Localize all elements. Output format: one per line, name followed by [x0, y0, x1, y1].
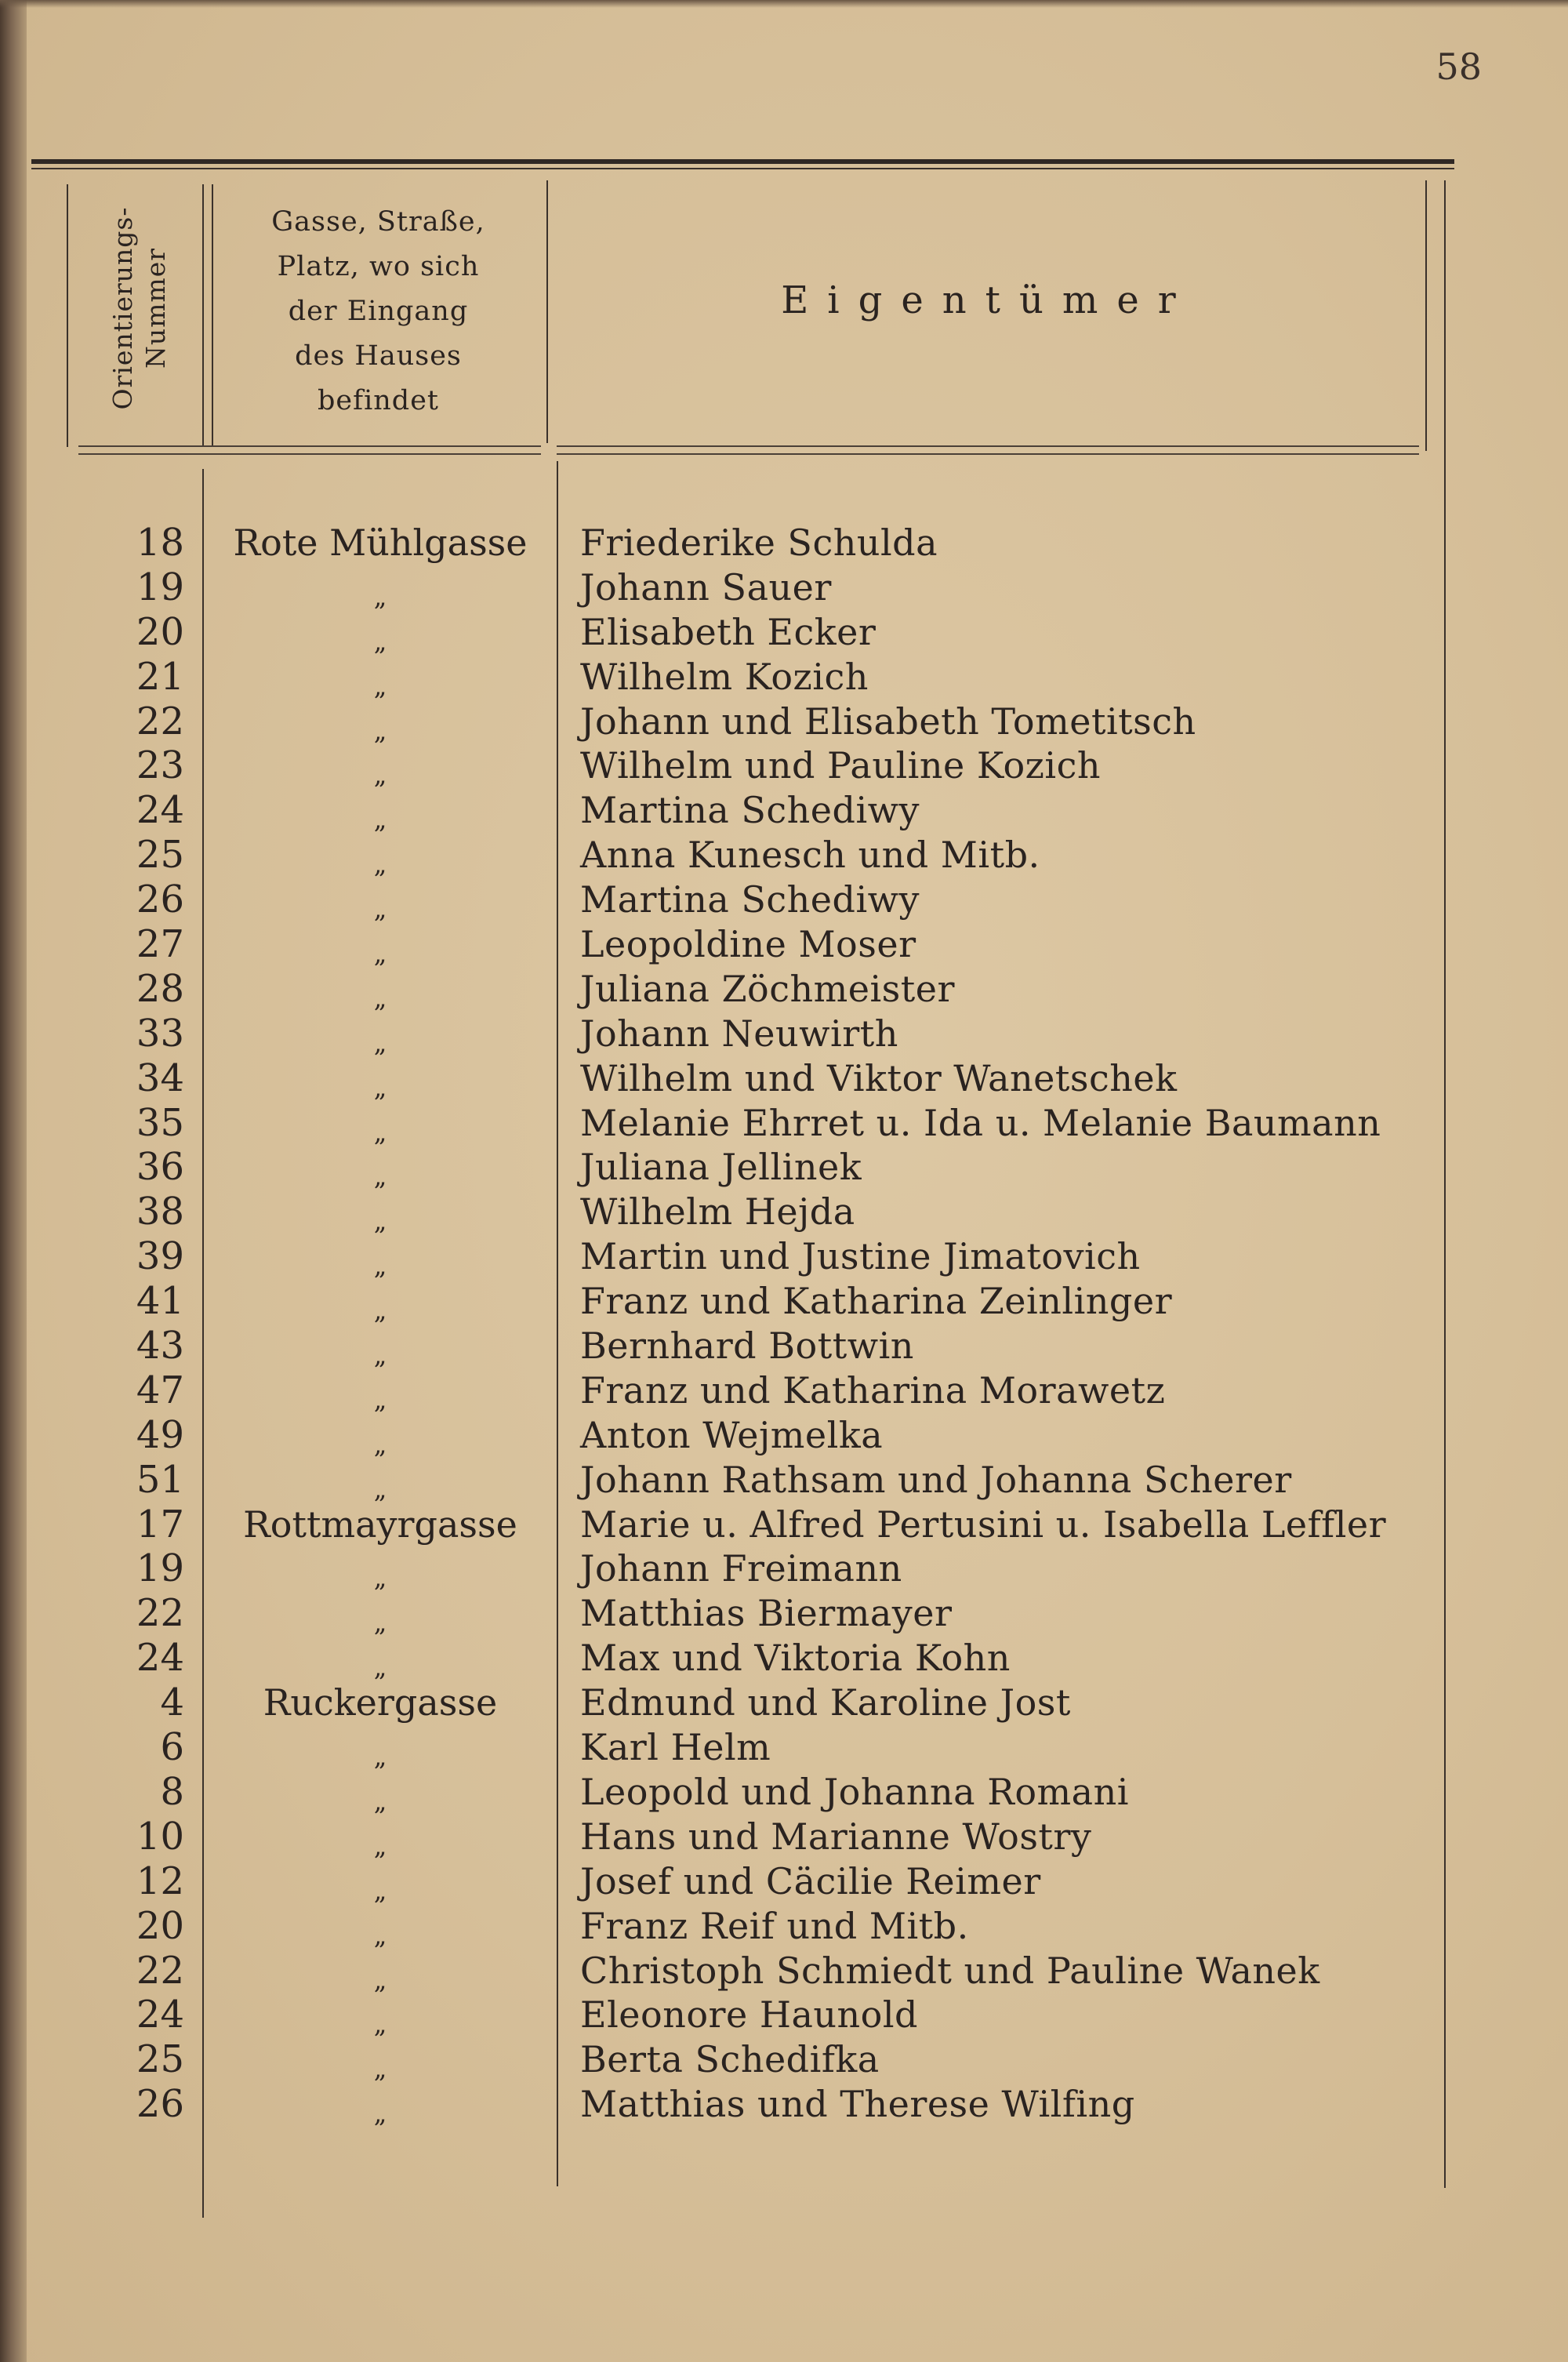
house-number: 24 [136, 1993, 184, 2037]
ditto-mark: „ [373, 1608, 387, 1638]
owner-name: Anton Wejmelka [580, 1413, 884, 1456]
ditto-mark: „ [373, 1920, 387, 1950]
house-number: 10 [136, 1814, 184, 1859]
house-number: 12 [136, 1859, 184, 1903]
table-row [0, 1145, 1568, 1190]
house-number: 19 [136, 1546, 184, 1591]
table-row [0, 610, 1568, 655]
house-number: 27 [136, 922, 184, 967]
ditto-mark: „ [373, 1206, 387, 1237]
house-number: 8 [160, 1769, 184, 1814]
owner-name: Johann Neuwirth [580, 1012, 898, 1055]
house-number: 33 [136, 1011, 184, 1056]
owner-name: Josef und Cäcilie Reimer [580, 1859, 1041, 1902]
owner-name: Bernhard Bottwin [580, 1325, 914, 1368]
header-rule-a1 [78, 445, 541, 447]
table-row [0, 1368, 1568, 1413]
ditto-mark: „ [373, 983, 387, 1013]
house-number: 25 [136, 833, 184, 878]
table-row [0, 2037, 1568, 2082]
house-number: 20 [136, 1903, 184, 1948]
table-row [0, 1770, 1568, 1815]
owner-name: Eleonore Haunold [580, 1993, 919, 2037]
table-row [0, 1859, 1568, 1904]
owner-name: Friederike Schulda [580, 521, 938, 564]
owner-name: Johann Freimann [580, 1547, 902, 1590]
house-number: 51 [136, 1457, 184, 1502]
ditto-mark: „ [373, 1742, 387, 1772]
table-row [0, 1815, 1568, 1859]
table-row [0, 1949, 1568, 1993]
header-divider-2 [546, 180, 548, 443]
house-number: 24 [136, 1636, 184, 1681]
table-row [0, 1101, 1568, 1146]
owner-table-body [0, 521, 1568, 2127]
owner-name: Leopold und Johanna Romani [580, 1770, 1129, 1813]
table-row [0, 1681, 1568, 1725]
owner-name: Karl Helm [580, 1726, 771, 1769]
owner-name: Elisabeth Ecker [580, 610, 877, 653]
table-row [0, 521, 1568, 565]
ditto-mark: „ [373, 1652, 387, 1683]
header-street-column [212, 200, 545, 423]
ditto-mark: „ [373, 849, 387, 880]
ditto-mark: „ [373, 626, 387, 656]
header-street-line: des Hauses [295, 340, 462, 372]
house-number: 24 [136, 788, 184, 833]
street-name: Rote Mühlgasse [233, 521, 528, 564]
header-rule-b1 [557, 445, 1419, 447]
owner-name: Leopoldine Moser [580, 923, 916, 966]
ditto-mark: „ [373, 1161, 387, 1192]
house-number: 34 [136, 1056, 184, 1100]
owner-name: Max und Viktoria Kohn [580, 1637, 1011, 1680]
table-row [0, 1546, 1568, 1591]
owner-name: Melanie Ehrret u. Ida u. Melanie Baumann [580, 1101, 1381, 1144]
house-number: 4 [160, 1681, 184, 1725]
ditto-mark: „ [373, 1072, 387, 1103]
table-row [0, 922, 1568, 967]
house-number: 26 [136, 878, 184, 922]
owner-name: Martina Schediwy [580, 878, 920, 921]
table-row [0, 1234, 1568, 1279]
table-row [0, 565, 1568, 610]
table-row [0, 1324, 1568, 1371]
owner-name: Johann Sauer [580, 565, 832, 609]
ditto-mark: „ [373, 894, 387, 925]
house-number: 6 [160, 1725, 184, 1770]
owner-name: Wilhelm und Viktor Wanetschek [580, 1056, 1178, 1099]
table-row [0, 878, 1568, 925]
ditto-mark: „ [373, 1384, 387, 1415]
table-border-right [1425, 180, 1427, 451]
table-row [0, 2082, 1568, 2127]
table-row [0, 967, 1568, 1012]
table-row [0, 1056, 1568, 1101]
house-number: 23 [136, 743, 184, 788]
header-street-line: Platz, wo sich [277, 251, 480, 282]
owner-name: Franz und Katharina Zeinlinger [580, 1280, 1173, 1323]
page-top-edge [0, 0, 1568, 8]
header-street-line: befindet [318, 385, 439, 416]
table-row [0, 1012, 1568, 1056]
ditto-mark: „ [373, 1117, 387, 1147]
owner-name: Christoph Schmiedt und Pauline Wanek [580, 1949, 1320, 1992]
top-rule-thin [31, 168, 1454, 169]
house-number: 22 [136, 1948, 184, 1993]
house-number: 41 [136, 1279, 184, 1324]
header-number-column [67, 188, 212, 427]
ditto-mark: „ [373, 670, 387, 701]
table-row [0, 1993, 1568, 2040]
header-number-text: Orientierungs- Nummer [107, 205, 171, 410]
house-number: 22 [136, 699, 184, 743]
owner-name: Franz und Katharina Morawetz [580, 1368, 1166, 1412]
ditto-mark: „ [373, 1563, 387, 1593]
house-number: 28 [136, 966, 184, 1011]
ditto-mark: „ [373, 1251, 387, 1281]
owner-name: Wilhelm und Pauline Kozich [580, 744, 1102, 787]
ditto-mark: „ [373, 1786, 387, 1816]
table-row [0, 1591, 1568, 1636]
ditto-mark: „ [373, 1027, 387, 1058]
table-row [0, 1279, 1568, 1324]
header-rule-b2 [557, 453, 1419, 455]
house-number: 17 [136, 1502, 184, 1546]
ditto-mark: „ [373, 939, 387, 969]
table-row [0, 1636, 1568, 1681]
house-number: 35 [136, 1100, 184, 1145]
page-number: 58 [1436, 45, 1482, 88]
ditto-mark: „ [373, 805, 387, 835]
header-street-line: Gasse, Straße, [271, 206, 485, 238]
owner-name: Marie u. Alfred Pertusini u. Isabella Leffler [580, 1503, 1387, 1546]
owner-name: Hans und Marianne Wostry [580, 1815, 1092, 1858]
header-owner-column: Eigentümer [781, 278, 1195, 322]
owner-name: Johann und Elisabeth Tometitsch [580, 700, 1196, 743]
owner-name: Martina Schediwy [580, 789, 920, 832]
owner-name: Matthias Biermayer [580, 1592, 953, 1635]
house-number: 43 [136, 1324, 184, 1368]
house-number: 18 [136, 521, 184, 565]
house-number: 36 [136, 1145, 184, 1190]
header-street-line: der Eingang [288, 296, 469, 327]
house-number: 25 [136, 2037, 184, 2082]
table-row [0, 1725, 1568, 1770]
table-row [0, 1458, 1568, 1503]
ditto-mark: „ [373, 581, 387, 612]
owner-name: Matthias und Therese Wilfing [580, 2083, 1135, 2126]
owner-name: Edmund und Karoline Jost [580, 1681, 1071, 1724]
house-number: 49 [136, 1412, 184, 1457]
table-row [0, 833, 1568, 878]
header-number-label [107, 206, 172, 409]
ditto-mark: „ [373, 2009, 387, 2040]
street-name: Ruckergasse [263, 1681, 498, 1724]
owner-name: Johann Rathsam und Johanna Scherer [580, 1458, 1292, 1501]
ditto-mark: „ [373, 1340, 387, 1371]
house-number: 19 [136, 565, 184, 609]
table-row [0, 1503, 1568, 1547]
house-number: 22 [136, 1591, 184, 1636]
table-row [0, 655, 1568, 700]
ditto-mark: „ [373, 760, 387, 790]
ditto-mark: „ [373, 1429, 387, 1459]
ditto-mark: „ [373, 2054, 387, 2084]
top-rule-thick [31, 159, 1454, 164]
ditto-mark: „ [373, 1474, 387, 1504]
house-number: 26 [136, 2082, 184, 2127]
table-row [0, 1413, 1568, 1458]
ditto-mark: „ [373, 1830, 387, 1861]
owner-name: Juliana Jellinek [580, 1146, 862, 1189]
owner-name: Wilhelm Kozich [580, 655, 869, 698]
owner-name: Franz Reif und Mitb. [580, 1904, 969, 1947]
house-number: 38 [136, 1190, 184, 1234]
ditto-mark: „ [373, 2099, 387, 2129]
owner-name: Anna Kunesch und Mitb. [580, 834, 1040, 877]
ditto-mark: „ [373, 1964, 387, 1995]
header-rule-a2 [78, 453, 541, 455]
owner-name: Berta Schedifka [580, 2038, 880, 2081]
ditto-mark: „ [373, 715, 387, 746]
house-number: 39 [136, 1234, 184, 1279]
street-name: Rottmayrgasse [243, 1503, 517, 1546]
house-number: 21 [136, 654, 184, 699]
table-row [0, 1904, 1568, 1949]
owner-name: Juliana Zöchmeister [580, 967, 955, 1010]
house-number: 47 [136, 1368, 184, 1412]
house-number: 20 [136, 609, 184, 654]
table-row [0, 700, 1568, 744]
owner-name: Martin und Justine Jimatovich [580, 1235, 1141, 1278]
owner-name: Wilhelm Hejda [580, 1190, 855, 1234]
ditto-mark: „ [373, 1295, 387, 1326]
table-row [0, 743, 1568, 788]
table-row [0, 788, 1568, 833]
table-row [0, 1190, 1568, 1237]
ditto-mark: „ [373, 1875, 387, 1906]
